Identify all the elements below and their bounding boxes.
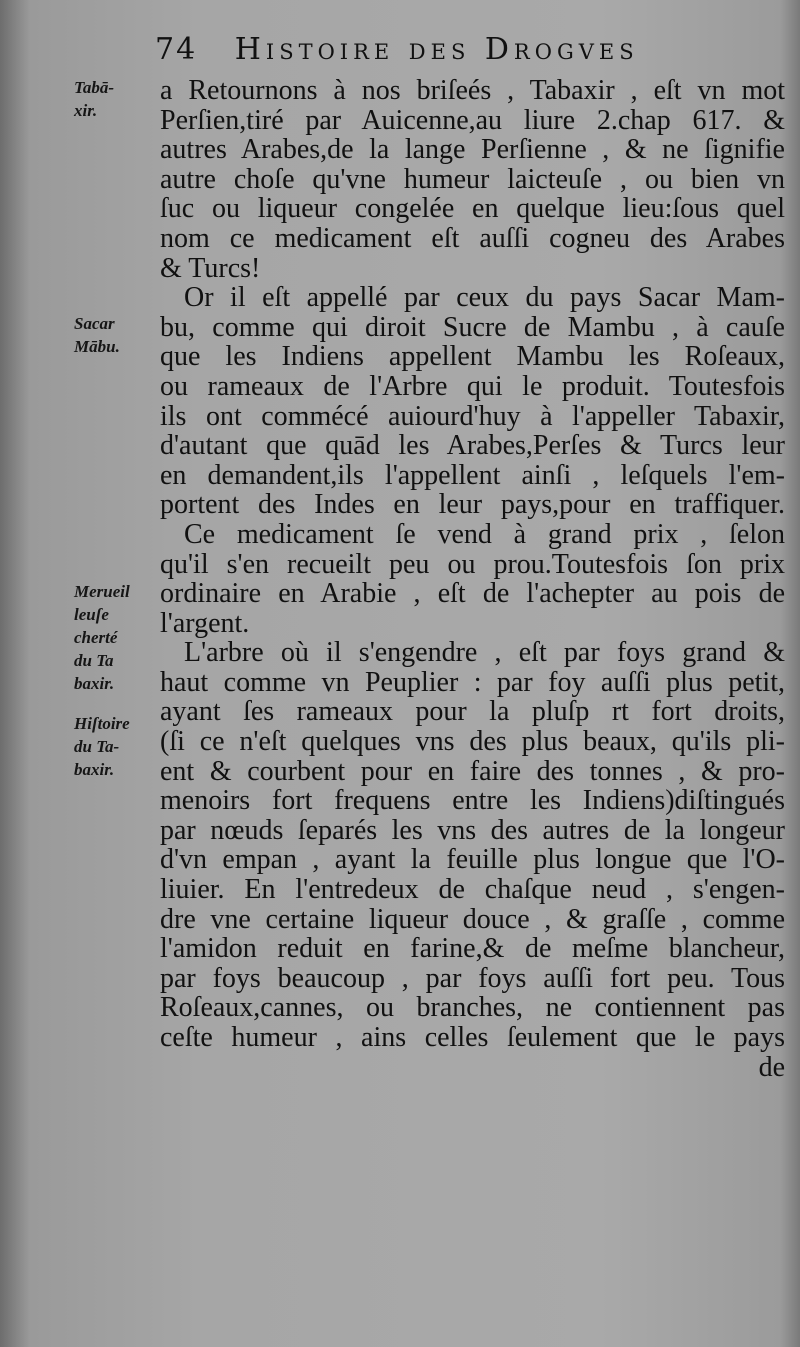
margin-note-line: Merueil: [74, 582, 130, 601]
text-line: par nœuds ſeparés les vns des autres de la longeur: [160, 814, 785, 846]
text-line: & Turcs!: [160, 252, 261, 284]
margin-note: [74, 76, 114, 122]
text-line: ſuc ou liqueur congelée en quelque lieu:ſous quel: [160, 193, 785, 225]
margin-note-line: Mābu.: [74, 337, 120, 356]
text-line: Perſien,tiré par Auicenne,au liure 2.chap 617. &: [160, 104, 785, 136]
text-line: Roſeaux,cannes, ou branches, ne contiennent pas: [160, 992, 785, 1024]
margin-note-line: Sacar: [74, 314, 115, 333]
margin-note-line: Hiſtoire: [74, 714, 130, 733]
text-line: (ſi ce n'eſt quelques vns des plus beaux, qu'ils pli-: [160, 726, 785, 758]
text-line: ordinaire en Arabie , eſt de l'achepter au pois de: [160, 578, 785, 610]
margin-note-line: du Ta-: [74, 737, 120, 756]
text-line: ceſte humeur , ains celles ſeulement que le pays: [160, 1022, 785, 1053]
running-header: [155, 32, 755, 67]
margin-note-line: xir.: [74, 101, 98, 120]
margin-note-line: baxir.: [74, 674, 115, 693]
text-line: ils ont commécé auiourd'huy à l'appeller Tabaxir,: [160, 400, 785, 432]
margin-note-line: leuſe: [74, 605, 109, 624]
text-line: dre vne certaine liqueur douce , & graſſe , comme: [160, 903, 785, 935]
text-line: autres Arabes,de la lange Perſienne , & ne ſignifie: [160, 134, 785, 166]
margin-note-line: baxir.: [74, 760, 115, 779]
margin-note-line: Tabā-: [74, 78, 114, 97]
catchword: de: [758, 1051, 785, 1083]
text-line: haut comme vn Peuplier : par foy auſſi plus petit,: [160, 666, 785, 698]
text-line: par foys beaucoup , par foys auſſi fort peu. Tous: [160, 962, 785, 994]
page-number: 74: [155, 32, 198, 67]
text-line: nom ce medicament eſt auſſi cogneu des Arabes: [160, 222, 785, 254]
text-line: L'arbre où il s'engendre , eſt par foys grand &: [184, 637, 785, 669]
text-line: a Retournons à nos briſeés , Tabaxir , eſt vn mot: [160, 75, 785, 106]
text-line: menoirs fort frequens entre les Indiens)diſtingués: [160, 785, 785, 817]
running-title: Histoire des Drogves: [234, 32, 639, 67]
text-line: qu'il s'en recueilt peu ou prou.Toutesfois ſon prix: [160, 548, 785, 580]
text-line: ayant ſes rameaux pour la pluſp rt fort droits,: [160, 696, 785, 728]
text-line: d'vn empan , ayant la feuille plus longue que l'O-: [160, 844, 785, 876]
text-line: d'autant que quād les Arabes,Perſes & Turcs leur: [160, 430, 785, 462]
margin-note-line: cherté: [74, 628, 118, 647]
margin-note: [74, 712, 130, 781]
text-line: en demandent,ils l'appellent ainſi , leſquels l'em-: [160, 459, 785, 491]
margin-note: [74, 312, 120, 358]
margin-note-line: du Ta: [74, 651, 114, 670]
text-line: liuier. En l'entredeux de chaſque neud , s'engen-: [160, 874, 785, 906]
text-line: ent & courbent pour en faire des tonnes , & pro-: [160, 755, 785, 787]
text-line: Or il eſt appellé par ceux du pays Sacar Mam-: [184, 282, 785, 314]
text-line: Ce medicament ſe vend à grand prix , ſelon: [184, 518, 785, 550]
text-line: bu, comme qui diroit Sucre de Mambu , à cauſe: [160, 311, 785, 343]
margin-note: [74, 580, 130, 695]
body-text: [160, 76, 785, 1082]
text-line: l'amidon reduit en farine,& de meſme blancheur,: [160, 933, 785, 965]
text-line: ou rameaux de l'Arbre qui le produit. Toutesfois: [160, 370, 785, 402]
text-line: autre choſe qu'vne humeur laicteuſe , ou bien vn: [160, 163, 785, 195]
text-line: l'argent.: [160, 607, 250, 639]
text-line: portent des Indes en leur pays,pour en traffiquer.: [160, 489, 785, 521]
text-line: que les Indiens appellent Mambu les Roſeaux,: [160, 341, 785, 373]
